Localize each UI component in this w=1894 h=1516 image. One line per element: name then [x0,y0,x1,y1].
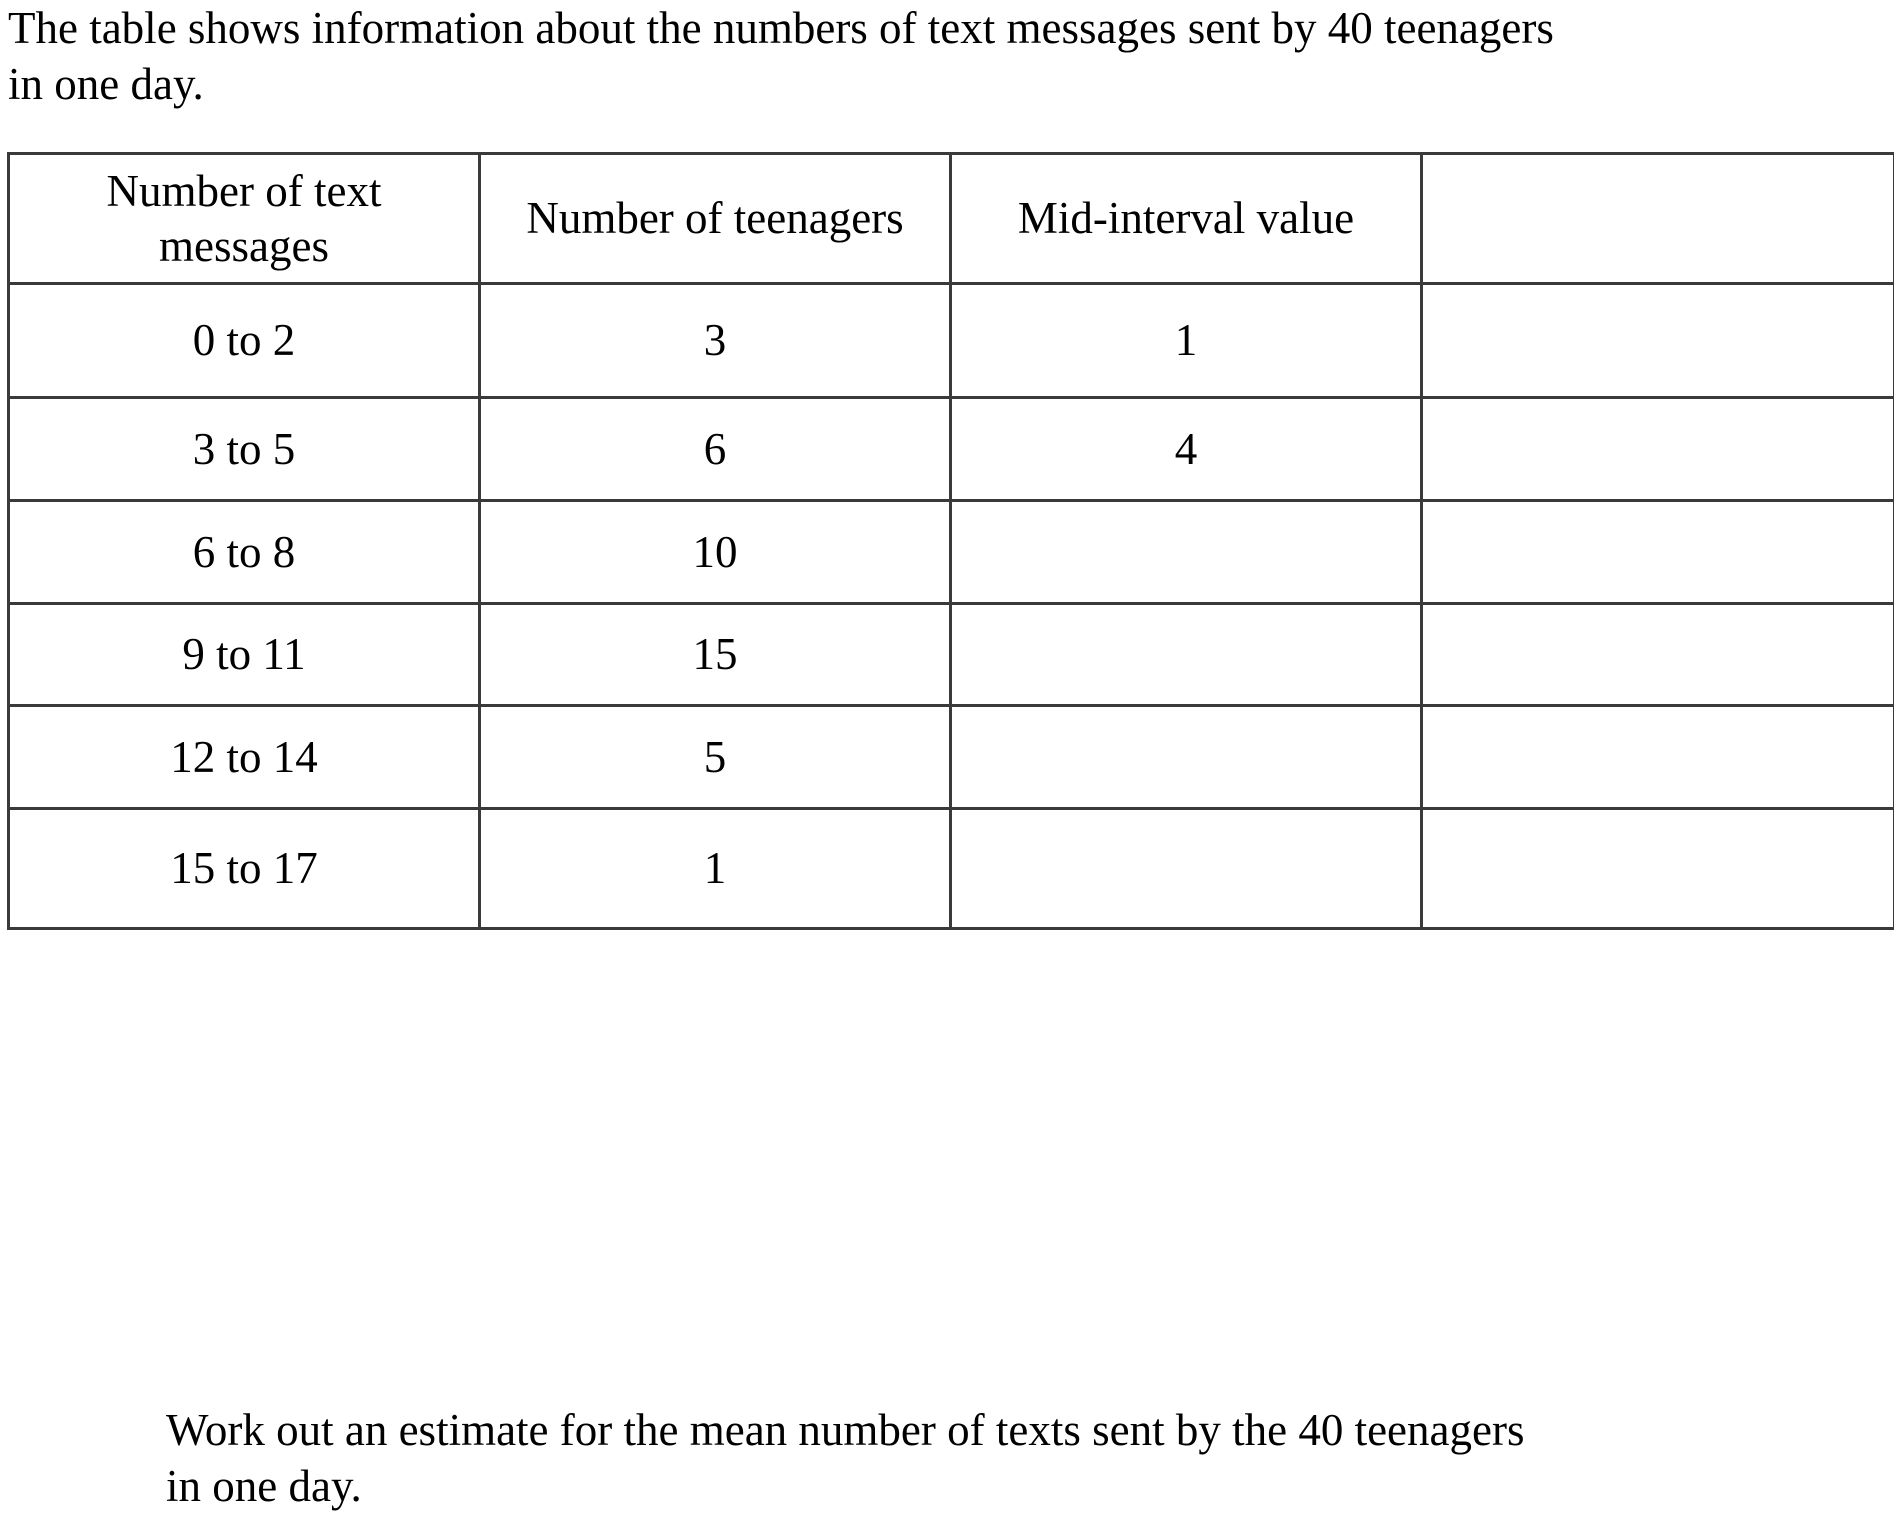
cell-interval: 12 to 14 [9,706,480,809]
cell-mid-interval[interactable] [951,809,1422,929]
cell-mid-interval[interactable] [951,706,1422,809]
table-row [9,284,1894,398]
cell-mid-interval[interactable] [951,604,1422,706]
cell-blank[interactable] [1422,284,1894,398]
cell-mid-interval[interactable]: 4 [951,398,1422,501]
intro-text [8,0,1788,112]
cell-teenagers: 6 [480,398,951,501]
table-row [9,706,1894,809]
cell-blank[interactable] [1422,398,1894,501]
cell-teenagers: 1 [480,809,951,929]
cell-teenagers: 15 [480,604,951,706]
cell-blank[interactable] [1422,501,1894,604]
question-text [166,1402,1866,1514]
header-mid-interval-value: Mid-interval value [951,154,1422,284]
cell-mid-interval[interactable]: 1 [951,284,1422,398]
cell-mid-interval[interactable] [951,501,1422,604]
cell-blank[interactable] [1422,809,1894,929]
table-row [9,398,1894,501]
header-number-of-teenagers: Number of teenagers [480,154,951,284]
cell-teenagers: 10 [480,501,951,604]
intro-line-2: in one day. [8,59,204,109]
cell-teenagers: 3 [480,284,951,398]
table-row [9,809,1894,929]
intro-line-1: The table shows information about the numbers of text messages sent by 40 teenagers [8,3,1554,53]
cell-interval: 0 to 2 [9,284,480,398]
cell-teenagers: 5 [480,706,951,809]
frequency-table [7,152,1894,930]
question-line-2: in one day. [166,1461,362,1511]
table-header-row [9,154,1894,284]
cell-blank[interactable] [1422,604,1894,706]
cell-interval: 15 to 17 [9,809,480,929]
cell-interval: 3 to 5 [9,398,480,501]
header-number-of-text-messages: Number of text messages [9,154,480,284]
cell-blank[interactable] [1422,706,1894,809]
cell-interval: 9 to 11 [9,604,480,706]
question-line-1: Work out an estimate for the mean number of texts sent by the 40 teenagers [166,1405,1525,1455]
table-row [9,604,1894,706]
cell-interval: 6 to 8 [9,501,480,604]
table-row [9,501,1894,604]
header-blank-column[interactable] [1422,154,1894,284]
